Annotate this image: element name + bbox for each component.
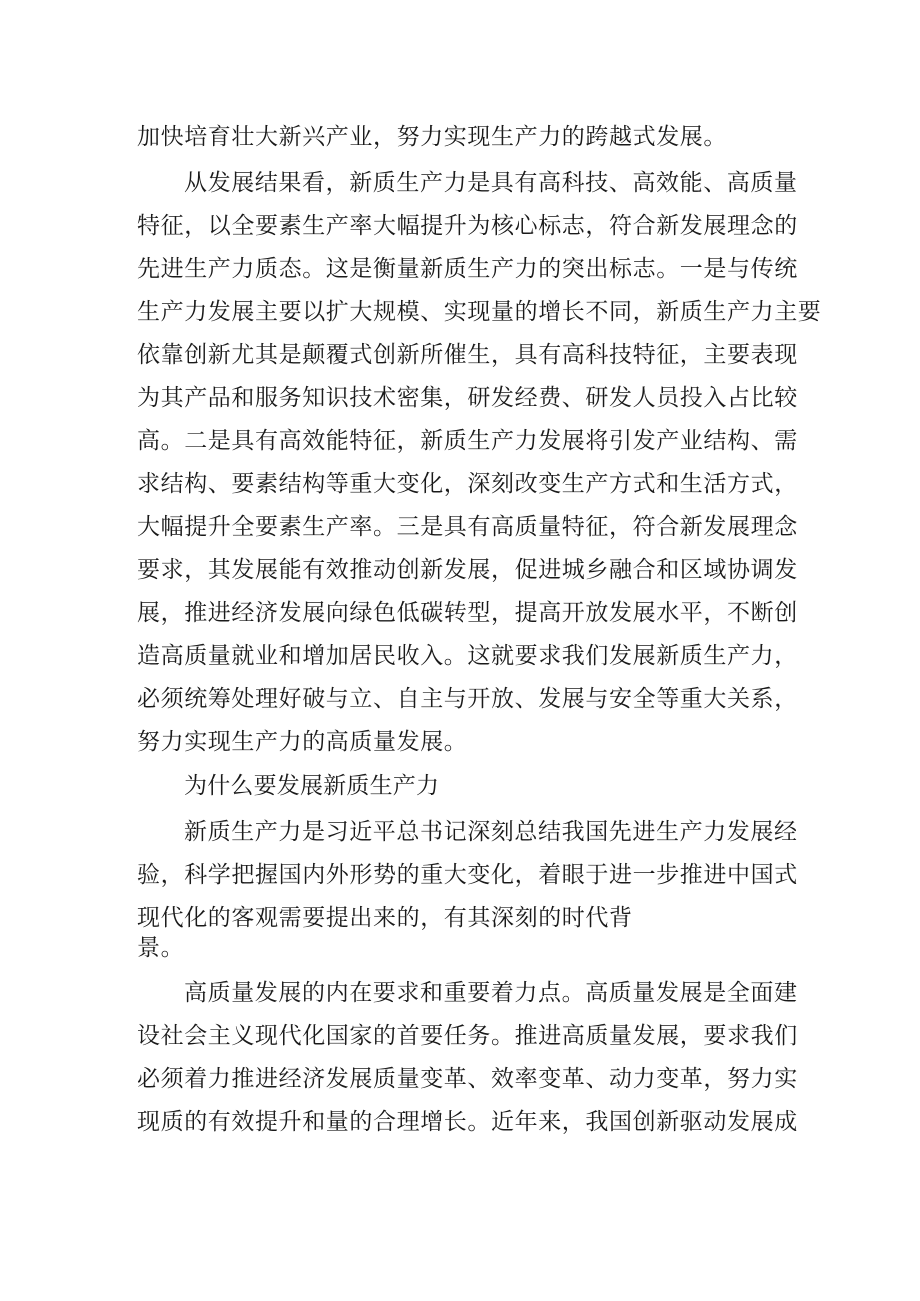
text-line: 高。二是具有高效能特征，新质生产力发展将引发产业结构、需	[137, 428, 798, 454]
text-line: 特征，以全要素生产率大幅提升为核心标志，符合新发展理念的	[137, 213, 798, 239]
text-line: 大幅提升全要素生产率。三是具有高质量特征，符合新发展理念	[137, 514, 798, 540]
text-line: 造高质量就业和增加居民收入。这就要求我们发展新质生产力，	[137, 643, 798, 669]
paragraph-first-line: 新质生产力是习近平总书记深刻总结我国先进生产力发展经	[184, 819, 798, 845]
section-heading: 为什么要发展新质生产力	[184, 773, 440, 799]
text-line: 为其产品和服务知识技术密集，研发经费、研发人员投入占比较	[137, 385, 798, 411]
text-line: 设社会主义现代化国家的首要任务。推进高质量发展，要求我们	[137, 1023, 798, 1049]
text-line: 现代化的客观需要提出来的，有其深刻的时代背	[137, 905, 633, 931]
text-line: 展，推进经济发展向绿色低碳转型，提高开放发展水平，不断创	[137, 600, 798, 626]
text-line: 生产力发展主要以扩大规模、实现量的增长不同，新质生产力主要	[137, 299, 822, 325]
paragraph-first-line: 高质量发展的内在要求和重要着力点。高质量发展是全面建	[184, 980, 798, 1006]
text-line: 加快培育壮大新兴产业，努力实现生产力的跨越式发展。	[137, 124, 727, 150]
text-line: 必须着力推进经济发展质量变革、效率变革、动力变革，努力实	[137, 1066, 798, 1092]
paragraph-first-line: 从发展结果看，新质生产力是具有高科技、高效能、高质量	[184, 170, 798, 196]
text-line: 先进生产力质态。这是衡量新质生产力的突出标志。一是与传统	[137, 256, 798, 282]
text-line: 现质的有效提升和量的合理增长。近年来，我国创新驱动发展成	[137, 1109, 798, 1135]
text-line: 努力实现生产力的高质量发展。	[137, 729, 468, 755]
text-line: 必须统筹处理好破与立、自主与开放、发展与安全等重大关系，	[137, 686, 798, 712]
text-line: 景。	[137, 935, 185, 961]
text-line: 求结构、要素结构等重大变化，深刻改变生产方式和生活方式，	[137, 471, 798, 497]
text-line: 要求，其发展能有效推动创新发展，促进城乡融合和区域协调发	[137, 557, 798, 583]
text-line: 验，科学把握国内外形势的重大变化，着眼于进一步推进中国式	[137, 862, 798, 888]
text-line: 依靠创新尤其是颠覆式创新所催生，具有高科技特征，主要表现	[137, 342, 798, 368]
